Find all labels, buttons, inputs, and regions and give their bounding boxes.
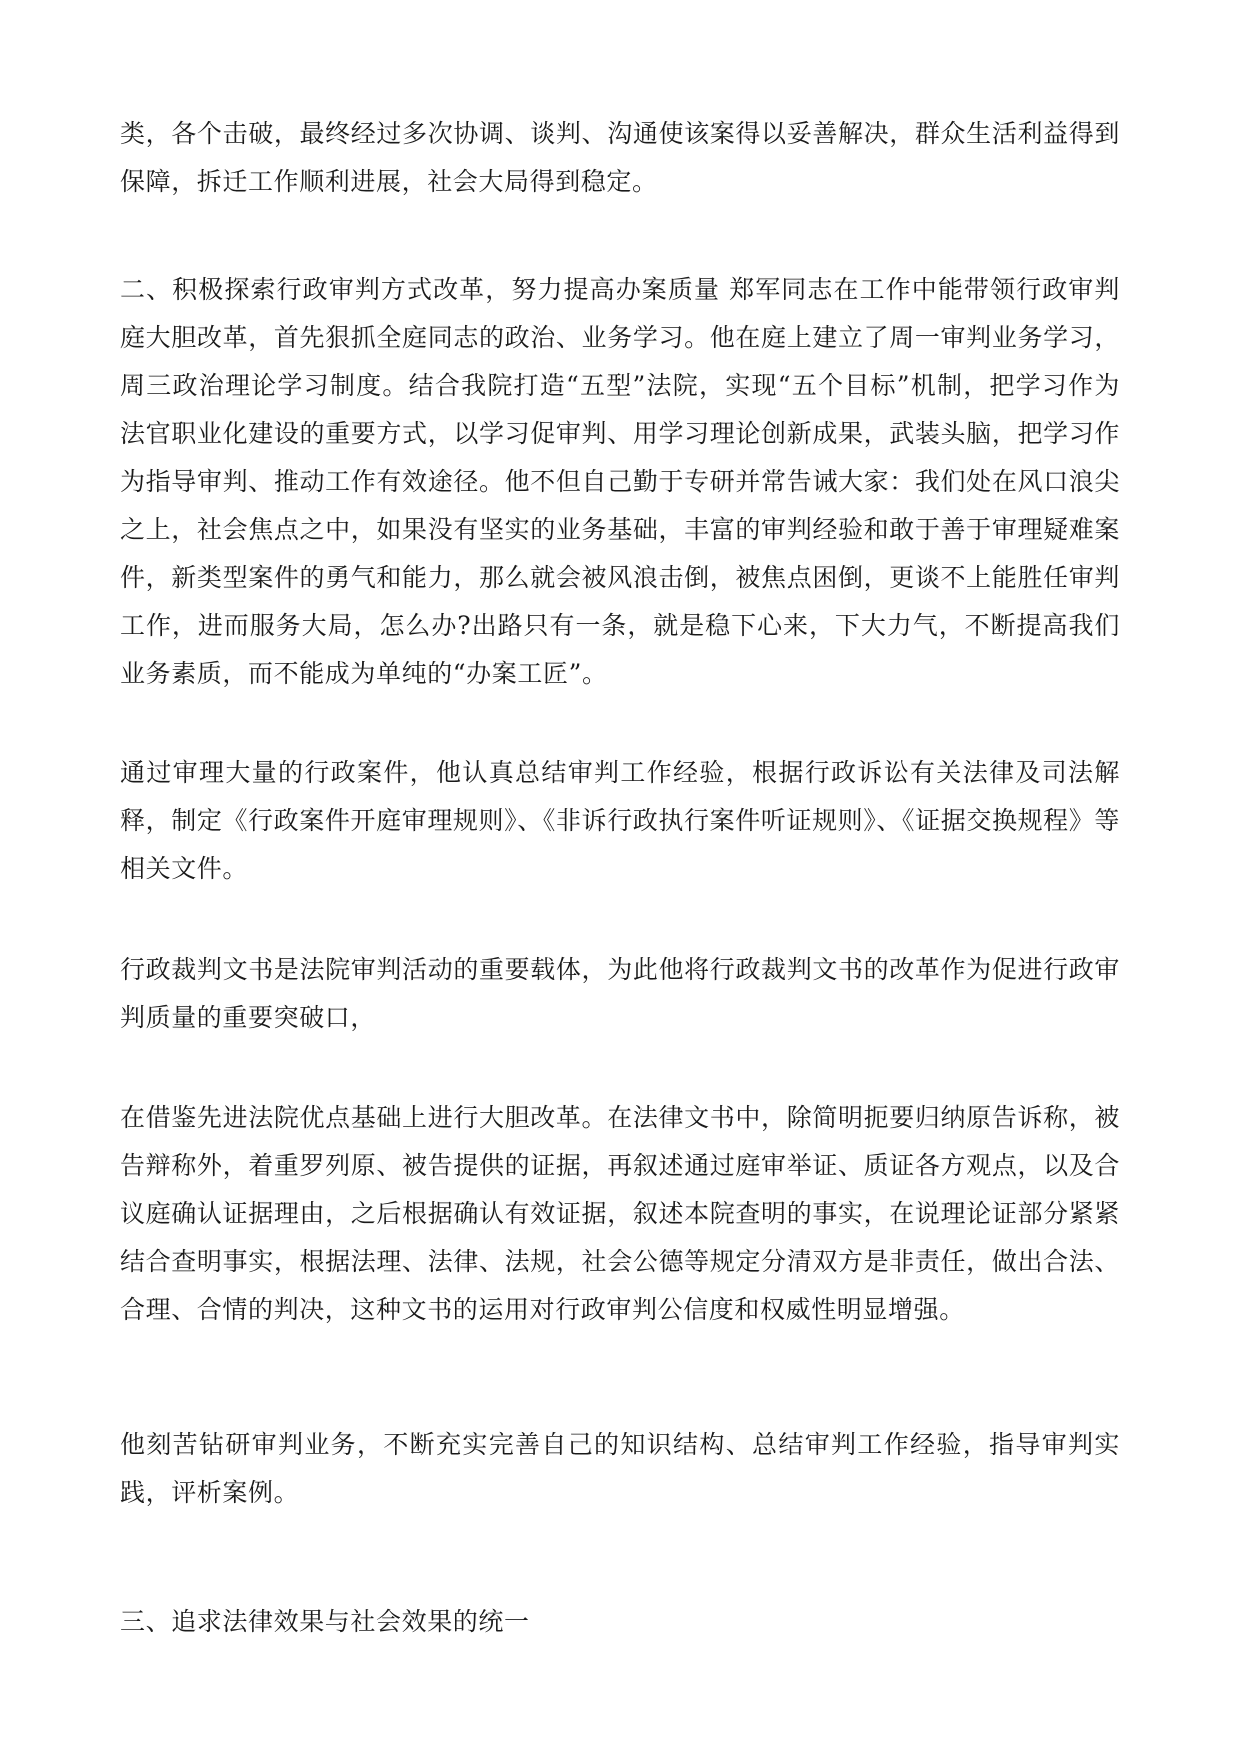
section-three-heading: 三、追求法律效果与社会效果的统一 <box>120 1607 530 1636</box>
paragraph-document-reform: 在借鉴先进法院优点基础上进行大胆改革。在法律文书中，除简明扼要归纳原告诉称，被告辩称外，着重罗列原、被告提供的证据，再叙述通过庭审举证、质证各方观点，以及合议庭确认证据理由，之后根据确认有效证据，叙述本院查明的事实，在说理论证部分紧紧结合查明事实，根据法理、法律、法规，社会公德等规定分清双方是非责任，做出合法、合理、合情的判决，这种文书的运用对行政审判公信度和权威性明显增强。 <box>120 1103 1120 1324</box>
paragraph-judgment-documents: 行政裁判文书是法院审判活动的重要载体，为此他将行政裁判文书的改革作为促进行政审判质量的重要突破口， <box>120 955 1120 1032</box>
paragraph-settlement-outcome: 类，各个击破，最终经过多次协调、谈判、沟通使该案得以妥善解决，群众生活利益得到保障，拆迁工作顺利进展，社会大局得到稳定。 <box>120 119 1120 196</box>
paragraph-study-practice: 他刻苦钻研审判业务，不断充实完善自己的知识结构、总结审判工作经验，指导审判实践，评析案例。 <box>120 1430 1120 1507</box>
paragraph-rules-formulation: 通过审理大量的行政案件，他认真总结审判工作经验，根据行政诉讼有关法律及司法解释，制定《行政案件开庭审理规则》、《非诉行政执行案件听证规则》、《证据交换规程》等相关文件。 <box>120 758 1120 883</box>
paragraph-section-two-reform: 二、积极探索行政审判方式改革，努力提高办案质量 郑军同志在工作中能带领行政审判庭大胆改革，首先狠抓全庭同志的政治、业务学习。他在庭上建立了周一审判业务学习，周三政治理论学习制度。结合我院打造“五型”法院，实现“五个目标”机制，把学习作为法官职业化建设的重要方式，以学习促审判、用学习理论创新成果，武装头脑，把学习作为指导审判、推动工作有效途径。他不但自己勤于专研并常告诫大家：我们处在风口浪尖之上，社会焦点之中，如果没有坚实的业务基础，丰富的审判经验和敢于善于审理疑难案件，新类型案件的勇气和能力，那么就会被风浪击倒，被焦点困倒，更谈不上能胜任审判工作，进而服务大局，怎么办?出路只有一条，就是稳下心来，下大力气，不断提高我们业务素质，而不能成为单纯的“办案工匠”。 <box>120 275 1120 688</box>
